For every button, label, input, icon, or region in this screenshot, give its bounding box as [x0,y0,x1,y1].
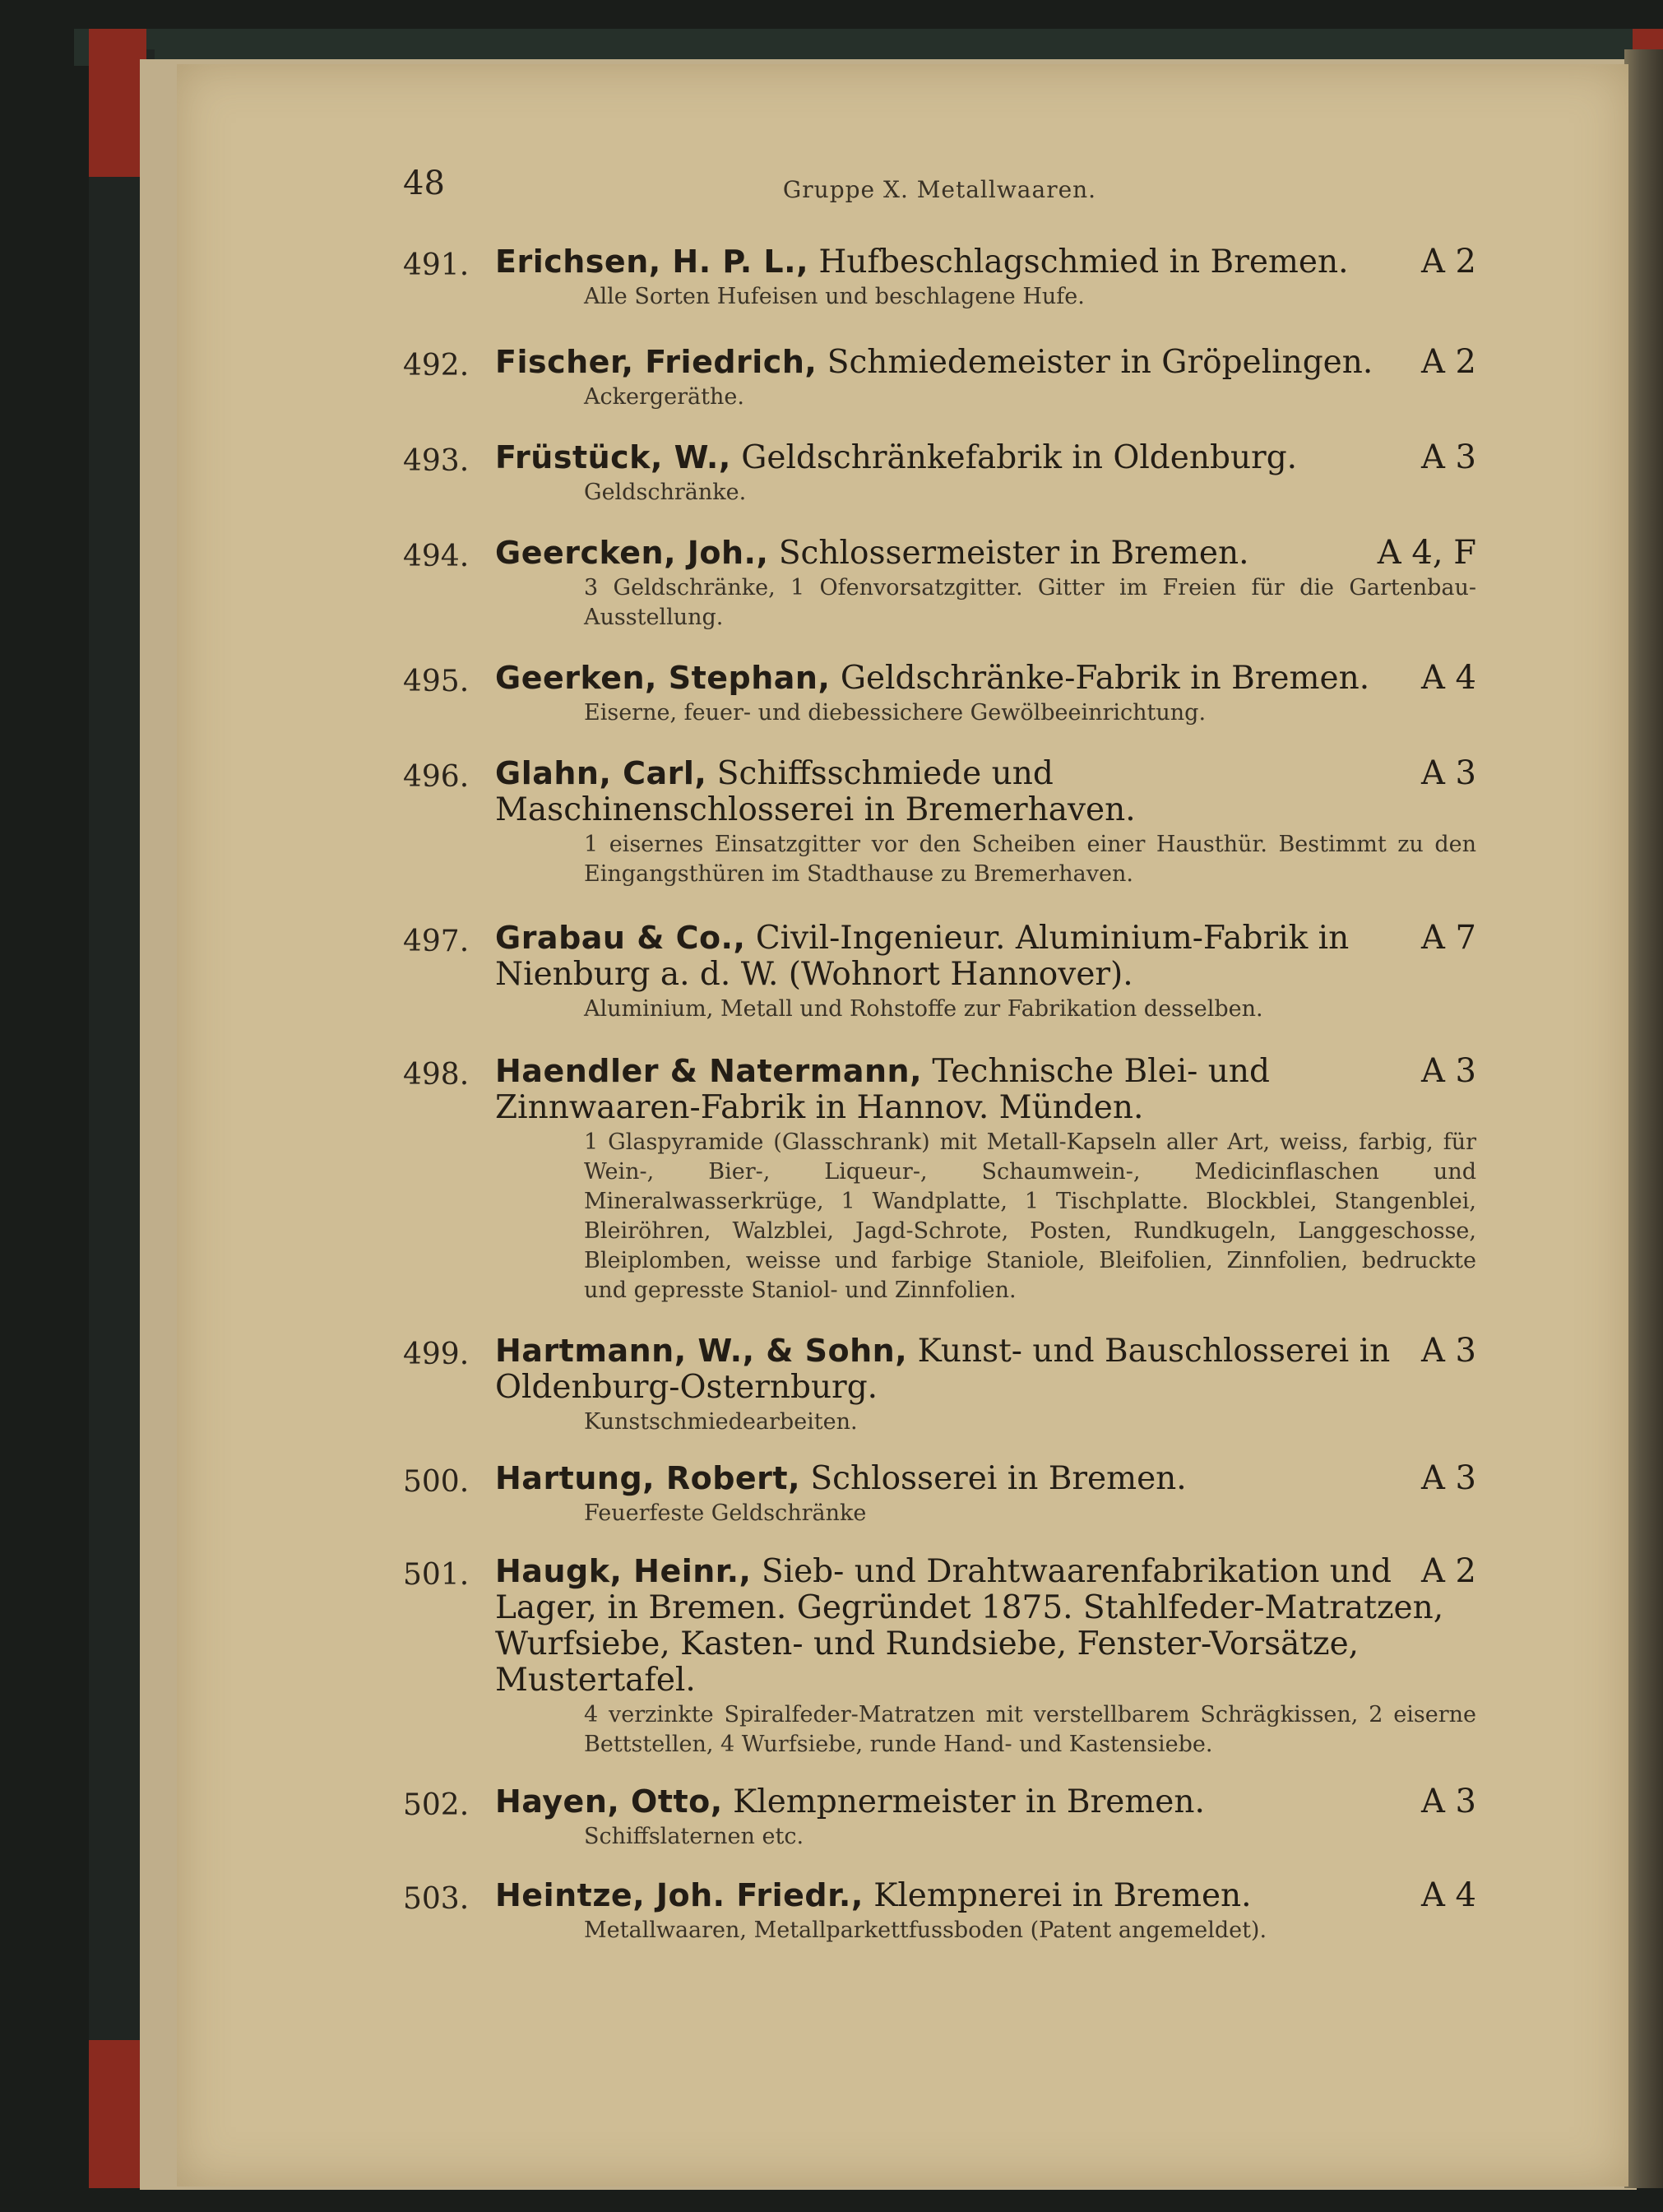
catalog-entry [403,660,1476,728]
entry-description: Geldschränkefabrik in Oldenburg. [730,439,1298,476]
entry-number: 492. [403,349,470,383]
cover-corner-bottom-left [89,2040,146,2188]
entry-name: Erichsen, H. P. L., [495,243,809,280]
entry-description: Technische Blei- und Zinnwaaren-Fabrik in Hannov. Münden. [495,1053,1270,1126]
entry-location: A 3 [1420,438,1476,476]
catalog-entry [403,1783,1476,1852]
entry-number: 499. [403,1338,470,1371]
cover-corner-top-left [89,29,146,177]
entry-location: A 3 [1420,1783,1476,1820]
entry-name: Hartung, Robert, [495,1460,801,1496]
entry-heading [495,660,1476,697]
entry-heading [495,1053,1476,1126]
entry-description: Hufbeschlagschmied in Bremen. [808,243,1349,281]
running-head [403,165,1476,214]
entry-note: Metallwaaren, Metallparkettfussboden (Patent angemeldet). [584,1918,1267,1943]
entry-number: 497. [403,925,470,958]
entry-name: Glahn, Carl, [495,755,707,791]
entry-description: Klempnermeister in Bremen. [722,1783,1205,1820]
entry-location: A 7 [1420,919,1476,957]
entry-description: Sieb- und Drahtwaarenfabrikation und Lager, in Bremen. Gegründet 1875. Stahlfeder-Matratzen, Wurfsiebe, Kasten- und Rundsiebe, Fenster-Vorsätze, Mustertafel. [495,1553,1444,1699]
entry-heading [495,344,1476,381]
entry-number: 495. [403,665,470,698]
catalog-entry [403,1877,1476,1945]
entry-location: A 4, F [1377,534,1476,572]
entry-location: A 4 [1420,659,1476,697]
catalog-entry [403,1460,1476,1528]
entry-note: Schiffslaternen etc. [584,1824,804,1849]
entry-heading [495,1877,1476,1914]
entry-location: A 2 [1420,1552,1476,1590]
entry-note: Kunstschmiedearbeiten. [584,1409,858,1435]
entry-name: Heintze, Joh. Friedr., [495,1877,864,1913]
entry-name: Haugk, Heinr., [495,1553,752,1589]
catalog-entry [403,243,1476,312]
entry-location: A 2 [1420,243,1476,281]
entry-heading [495,1460,1476,1497]
entry-number: 500. [403,1465,470,1499]
entry-heading [495,1553,1476,1699]
entry-name: Grabau & Co., [495,920,746,956]
entry-heading [495,920,1476,993]
entry-location: A 4 [1420,1876,1476,1914]
entry-name: Fischer, Friedrich, [495,344,818,380]
catalog-entry [403,1053,1476,1305]
entry-note: Feuerfeste Geldschränke [584,1500,867,1526]
entry-location: A 2 [1420,343,1476,381]
entry-description: Schlosserei in Bremen. [800,1460,1187,1497]
entry-note: Aluminium, Metall und Rohstoffe zur Fabrikation desselben. [584,996,1263,1022]
entry-note: Ackergeräthe. [584,384,744,410]
entry-number: 501. [403,1558,470,1592]
entry-description: Civil-Ingenieur. Aluminium-Fabrik in Nienburg a. d. W. (Wohnort Hannover). [495,920,1350,993]
entry-location: A 3 [1420,1332,1476,1370]
entry-name: Früstück, W., [495,439,731,475]
catalog-entry [403,344,1476,412]
entry-note: 1 eisernes Einsatzgitter vor den Scheiben einer Hausthür. Bestimmt zu den Eingangsthüren im Stadthause zu Bremerhaven. [584,832,1476,887]
entry-location: A 3 [1420,1052,1476,1090]
entry-description: Kunst- und Bauschlosserei in Oldenburg-Osternburg. [495,1333,1391,1406]
entry-heading [495,535,1476,572]
entry-description: Geldschränke-Fabrik in Bremen. [830,660,1370,697]
entry-location: A 3 [1420,754,1476,792]
entry-note: 1 Glaspyramide (Glasschrank) mit Metall-Kapseln aller Art, weiss, farbig, für Wein-, Bier-, Liqueur-, Schaumwein-, Medicinflaschen und Mineralwasserkrüge, 1 Wandplatte, 1 Tischplatte. Blockblei, Stangenblei, Bleiröhren, Walzblei, Jagd-Schrote, Posten, Rundkugeln, Langgeschosse, Bleiplomben, weisse und farbige Staniole, Bleifolien, Zinnfolien, bedruckte und gepresste Staniol- und Zinnfolien. [584,1129,1476,1303]
entry-number: 502. [403,1788,470,1822]
entry-name: Hayen, Otto, [495,1783,723,1820]
catalog-entry [403,920,1476,1024]
entry-heading [495,243,1476,281]
catalog-entry [403,755,1476,889]
entry-name: Hartmann, W., & Sohn, [495,1333,908,1369]
entry-name: Geercken, Joh., [495,535,769,571]
entry-number: 503. [403,1882,470,1916]
catalog-entry [403,1333,1476,1437]
entry-description: Schmiedemeister in Gröpelingen. [817,344,1373,381]
entry-number: 494. [403,540,470,573]
entry-number: 496. [403,760,470,794]
entry-name: Geerken, Stephan, [495,660,831,696]
entry-heading [495,755,1476,828]
entry-name: Haendler & Natermann, [495,1053,923,1089]
entry-note: 4 verzinkte Spiralfeder-Matratzen mit verstellbarem Schrägkissen, 2 eiserne Bettstellen, 4 Wurfsiebe, runde Hand- und Kastensiebe. [584,1702,1476,1757]
entry-number: 491. [403,248,470,282]
entry-description: Klempnerei in Bremen. [863,1877,1252,1914]
entry-heading [495,439,1476,476]
entry-heading [495,1333,1476,1406]
entry-description: Schiffsschmiede und Maschinenschlosserei in Bremerhaven. [495,755,1136,828]
page-gutter-right [1624,49,1663,2188]
page-number: 48 [403,165,445,202]
entry-heading [495,1783,1476,1820]
catalog-entry [403,1553,1476,1760]
entry-note: Eiserne, feuer- und diebessichere Gewölbeeinrichtung. [584,700,1207,726]
entry-number: 498. [403,1058,470,1092]
entry-location: A 3 [1420,1459,1476,1497]
entry-note: Geldschränke. [584,480,747,505]
entry-number: 493. [403,444,470,478]
catalog-entry [403,439,1476,508]
entry-note: 3 Geldschränke, 1 Ofenvorsatzgitter. Gitter im Freien für die Gartenbau-Ausstellung. [584,575,1476,630]
entry-note: Alle Sorten Hufeisen und beschlagene Hufe. [584,284,1085,309]
section-title: Gruppe X. Metallwaaren. [782,176,1097,203]
catalog-entry [403,535,1476,633]
entry-description: Schlossermeister in Bremen. [768,535,1249,572]
